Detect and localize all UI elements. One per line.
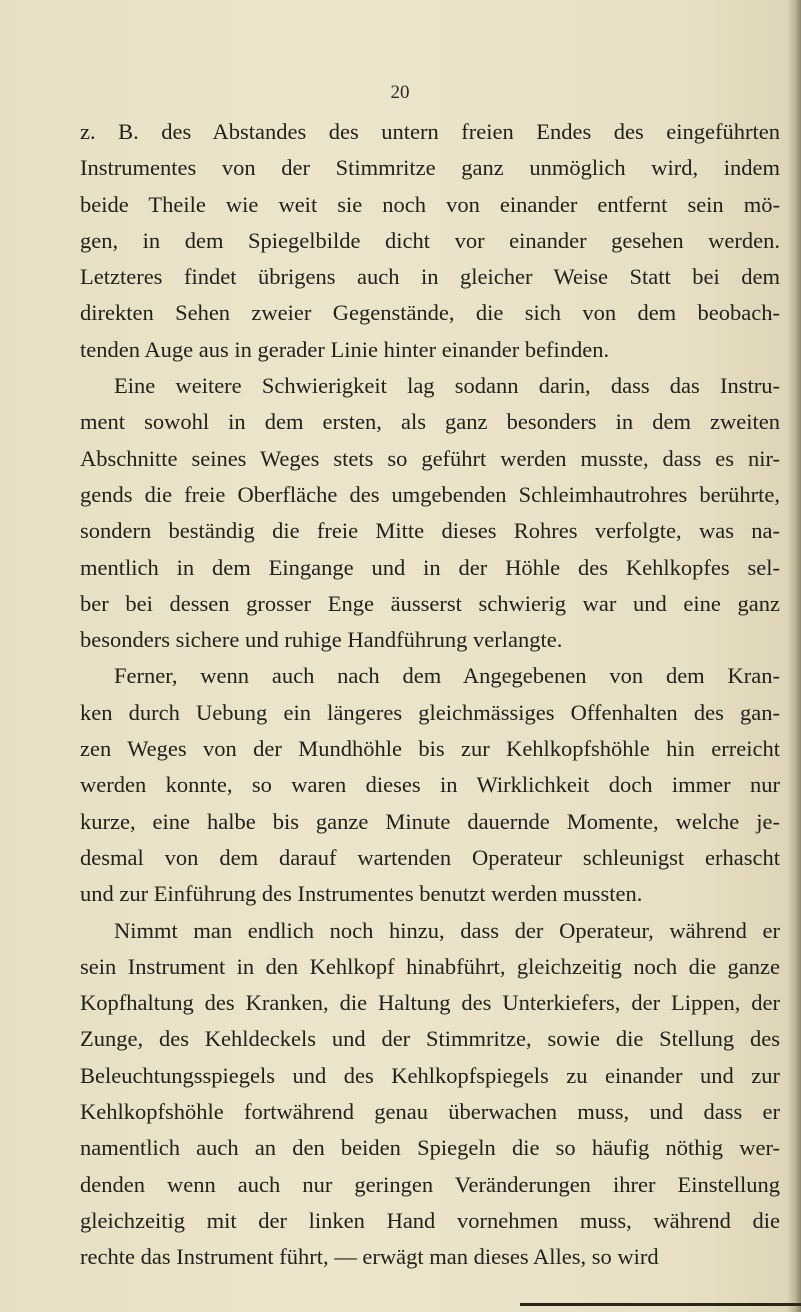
- text-line: sein Instrument in den Kehlkopf hinabführt, gleichzeitig noch die ganze: [80, 953, 780, 979]
- text-line: Zunge, des Kehldeckels und der Stimmritze, sowie die Stellung des: [80, 1026, 780, 1052]
- text-line: Kopfhaltung des Kranken, die Haltung des Unterkiefers, der Lippen, der: [80, 990, 780, 1016]
- text-line: Beleuchtungsspiegels und des Kehlkopfspiegels zu einander und zur: [80, 1062, 780, 1088]
- page-bottom-edge: [520, 1303, 801, 1306]
- text-line: desmal von dem darauf wartenden Operateur schleunigst erhascht: [80, 844, 780, 870]
- text-line: Letzteres findet übrigens auch in gleicher Weise Statt bei dem: [80, 264, 780, 290]
- text-line: werden konnte, so waren dieses in Wirklichkeit doch immer nur: [80, 772, 780, 798]
- text-line: mentlich in dem Eingange und in der Höhle des Kehlkopfes sel-: [80, 554, 780, 580]
- text-line: ment sowohl in dem ersten, als ganz besonders in dem zweiten: [80, 409, 780, 435]
- page-number: 20: [390, 82, 410, 103]
- text-line: sondern beständig die freie Mitte dieses Rohres verfolgte, was na-: [80, 518, 780, 544]
- text-line: Ferner, wenn auch nach dem Angegebenen von dem Kran-: [114, 663, 780, 689]
- text-line: direkten Sehen zweier Gegenstände, die sich von dem beobach-: [80, 300, 780, 326]
- text-line: zen Weges von der Mundhöhle bis zur Kehlkopfshöhle hin erreicht: [80, 736, 780, 762]
- text-line: beide Theile wie weit sie noch von einander entfernt sein mö-: [80, 191, 780, 217]
- text-line: Eine weitere Schwierigkeit lag sodann darin, dass das Instru-: [114, 373, 780, 399]
- text-line: Kehlkopfshöhle fortwährend genau überwachen muss, und dass er: [80, 1099, 780, 1125]
- text-line: namentlich auch an den beiden Spiegeln die so häufig nöthig wer-: [80, 1135, 780, 1161]
- text-line: z. B. des Abstandes des untern freien Endes des eingeführten: [80, 119, 780, 144]
- text-line: und zur Einführung des Instrumentes benutzt werden mussten.: [80, 881, 643, 907]
- page-edge-shadow: [787, 0, 801, 1312]
- text-line: denden wenn auch nur geringen Veränderungen ihrer Einstellung: [80, 1171, 780, 1197]
- text-line: Instrumentes von der Stimmritze ganz unmöglich wird, indem: [80, 155, 780, 181]
- text-line: ber bei dessen grosser Enge äusserst schwierig war und eine ganz: [80, 590, 780, 616]
- text-line: besonders sichere und ruhige Handführung verlangte.: [80, 627, 563, 653]
- text-line: rechte das Instrument führt, — erwägt man dieses Alles, so wird: [80, 1244, 659, 1270]
- text-line: gleichzeitig mit der linken Hand vornehmen muss, während die: [80, 1207, 780, 1233]
- text-line: Abschnitte seines Weges stets so geführt werden musste, dass es nir-: [80, 445, 780, 471]
- text-line: ken durch Uebung ein längeres gleichmässiges Offenhalten des gan-: [80, 699, 780, 725]
- body-text: [80, 114, 780, 1276]
- text-line: gen, in dem Spiegelbilde dicht vor einander gesehen werden.: [80, 227, 780, 253]
- text-line: kurze, eine halbe bis ganze Minute dauernde Momente, welche je-: [80, 808, 780, 834]
- text-line: gends die freie Oberfläche des umgebenden Schleimhautrohres berührte,: [80, 481, 780, 507]
- text-line: tenden Auge aus in gerader Linie hinter einander befinden.: [80, 336, 610, 362]
- text-line: Nimmt man endlich noch hinzu, dass der Operateur, während er: [114, 917, 780, 943]
